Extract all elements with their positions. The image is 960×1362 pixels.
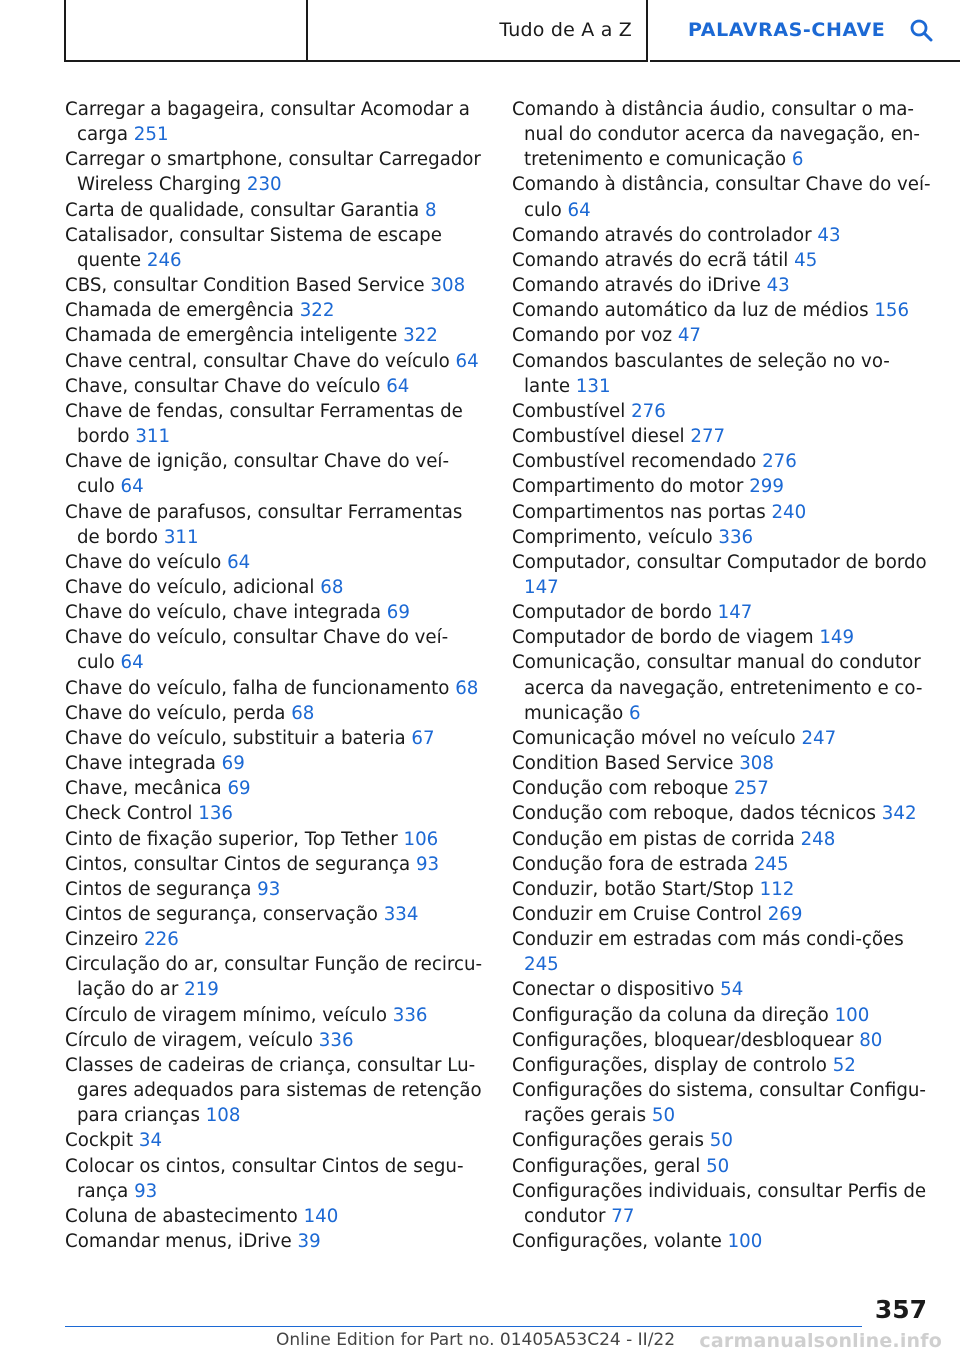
page-link[interactable]: 112: [759, 878, 795, 900]
entry-term: Comando através do iDrive: [512, 275, 761, 297]
index-entry: [512, 550, 932, 600]
entry-term: Chave do veículo, perda: [65, 702, 286, 724]
page-number: 357: [874, 1295, 927, 1324]
page-link[interactable]: 54: [720, 979, 744, 1001]
entry-term: Conduzir em Cruise Control: [512, 904, 762, 925]
entry-term: Compartimento do motor: [512, 476, 744, 498]
page-link[interactable]: 230: [246, 174, 282, 196]
index-entry: [65, 500, 485, 550]
page-link[interactable]: 336: [392, 1004, 428, 1026]
entry-term: Circulação do ar, consultar Função de recircu-lação do ar: [65, 954, 483, 1001]
index-entry: [512, 600, 932, 625]
entry-term: Condução com reboque: [512, 778, 729, 800]
index-entry: [65, 449, 485, 499]
page-link[interactable]: 336: [318, 1029, 354, 1051]
entry-term: Combustível recomendado: [512, 451, 757, 473]
page-link[interactable]: 245: [524, 954, 559, 976]
index-entry: [65, 1154, 485, 1204]
entry-term: Chave do veículo, consultar Chave do veí-culo: [65, 627, 449, 674]
page-link[interactable]: 50: [651, 1105, 676, 1127]
index-entry: [512, 1179, 932, 1229]
page-link[interactable]: 68: [320, 576, 344, 598]
entry-term: Comunicação, consultar manual do condutor acerca da navegação, entretenimento e co-municação: [512, 652, 923, 724]
index-entry: [512, 927, 932, 977]
index-entry: [512, 1128, 932, 1153]
index-entry: [512, 776, 932, 801]
page-link[interactable]: 106: [403, 828, 439, 850]
entry-term: Comando à distância, consultar Chave do veí-culo: [512, 174, 931, 221]
index-entry: [65, 1204, 485, 1229]
index-entry: [65, 877, 485, 902]
index-entry: [512, 525, 932, 550]
watermark: carmanualsonline.info: [699, 1330, 942, 1352]
index-entry: [512, 298, 932, 323]
index-entry: [65, 323, 485, 348]
page-link[interactable]: 6: [629, 702, 641, 724]
index-entry: [512, 877, 932, 902]
page-link[interactable]: 69: [386, 602, 410, 624]
index-entry: [512, 1003, 932, 1028]
page-link[interactable]: 140: [303, 1205, 339, 1227]
index-entry: [512, 650, 932, 725]
entry-term: Condução fora de estrada: [512, 853, 749, 875]
page-link[interactable]: 77: [611, 1205, 635, 1227]
index-entry: [65, 198, 485, 223]
entry-term: Chave do veículo, chave integrada: [65, 602, 381, 624]
page-link[interactable]: 248: [800, 828, 836, 850]
entry-term: Chave do veículo, adicional: [65, 576, 315, 598]
index-entry: [65, 374, 485, 399]
entry-term: Chave de fendas, consultar Ferramentas de bordo: [65, 400, 463, 448]
page-link[interactable]: 64: [455, 350, 479, 372]
page-link[interactable]: 43: [817, 224, 841, 246]
entry-term: Chave central, consultar Chave do veículo: [65, 350, 450, 372]
entry-term: Configuração da coluna da direção: [512, 1004, 829, 1026]
index-entry: [512, 273, 932, 298]
index-entry: [65, 927, 485, 952]
entry-term: Chave do veículo: [65, 551, 222, 573]
index-entry: [512, 625, 932, 650]
index-entry: [512, 1028, 932, 1053]
index-entry: [65, 776, 485, 801]
entry-term: Chave, consultar Chave do veículo: [65, 375, 381, 397]
index-entry: [65, 676, 485, 701]
entry-term: Carregar o smartphone, consultar Carregador Wireless Charging: [65, 149, 481, 196]
page-link[interactable]: 269: [767, 904, 803, 925]
index-entry: [65, 1229, 485, 1254]
page-link[interactable]: 149: [819, 627, 855, 649]
entry-term: Computador de bordo: [512, 602, 712, 624]
entry-term: Configurações, bloquear/desbloquear: [512, 1029, 854, 1051]
entry-term: Chave de parafusos, consultar Ferramentas de bordo: [65, 501, 463, 548]
entry-term: Comando por voz: [512, 325, 673, 347]
index-entry: [65, 399, 485, 449]
page-link[interactable]: 64: [120, 652, 144, 674]
page-link[interactable]: 251: [133, 124, 169, 146]
page-link[interactable]: 336: [718, 526, 754, 548]
entry-term: Condução com reboque, dados técnicos: [512, 803, 876, 825]
entry-term: Cinzeiro: [65, 929, 139, 951]
index-entry: [65, 852, 485, 877]
entry-term: Conduzir em estradas com más condi-ções: [512, 929, 904, 951]
index-entry: [512, 852, 932, 877]
index-entry: [65, 349, 485, 374]
index-entry: [512, 1053, 932, 1078]
entry-term: Combustível diesel: [512, 426, 685, 448]
index-entry: [65, 701, 485, 726]
entry-term: Classes de cadeiras de criança, consultar Lu-gares adequados para sistemas de retenção para crianças: [65, 1054, 482, 1127]
entry-term: Catalisador, consultar Sistema de escape quente: [65, 224, 442, 271]
page-link[interactable]: 39: [297, 1231, 321, 1253]
entry-term: Cinto de fixação superior, Top Tether: [65, 828, 398, 850]
page-link[interactable]: 240: [771, 501, 807, 523]
page-link[interactable]: 226: [144, 929, 179, 951]
index-entry: [512, 902, 932, 927]
index-entry: [65, 223, 485, 273]
page-link[interactable]: 50: [706, 1155, 730, 1177]
page-link[interactable]: 247: [801, 727, 837, 749]
entry-term: Computador, consultar Computador de bordo: [512, 551, 927, 573]
page-link[interactable]: 64: [386, 375, 410, 397]
entry-term: Chave do veículo, substituir a bateria: [65, 727, 406, 749]
page-link[interactable]: 68: [291, 702, 315, 724]
page-link[interactable]: 64: [567, 199, 591, 221]
page-link[interactable]: 108: [205, 1105, 241, 1127]
index-entry: [512, 500, 932, 525]
entry-term: Cintos de segurança: [65, 878, 252, 900]
page-link[interactable]: 311: [163, 526, 199, 548]
entry-term: Configurações do sistema, consultar Configu-rações gerais: [512, 1080, 926, 1127]
entry-term: Coluna de abastecimento: [65, 1205, 298, 1227]
page-link[interactable]: 308: [430, 275, 466, 297]
index-entry: [65, 1003, 485, 1028]
page-link[interactable]: 245: [753, 853, 789, 875]
page-link[interactable]: 156: [874, 300, 910, 322]
index-entry: [512, 323, 932, 348]
index-column-left: [65, 97, 485, 1254]
page-link[interactable]: 50: [709, 1130, 733, 1152]
entry-term: Compartimentos nas portas: [512, 501, 766, 523]
entry-term: Chave, mecânica: [65, 778, 222, 800]
entry-term: Círculo de viragem mínimo, veículo: [65, 1004, 387, 1026]
header-bar: [0, 0, 960, 64]
index-entry: [65, 726, 485, 751]
page-link[interactable]: 246: [146, 249, 182, 271]
entry-term: Cintos, consultar Cintos de segurança: [65, 853, 411, 875]
page-link[interactable]: 93: [257, 878, 281, 900]
page-link[interactable]: 93: [415, 853, 440, 875]
index-entry: [512, 449, 932, 474]
entry-term: Comandos basculantes de seleção no vo-lante: [512, 350, 890, 397]
index-entry: [65, 1128, 485, 1153]
entry-term: Configurações, display de controlo: [512, 1054, 827, 1076]
page-link[interactable]: 8: [424, 199, 437, 221]
index-entry: [512, 474, 932, 499]
index-entry: [512, 726, 932, 751]
entry-term: Configurações, geral: [512, 1155, 701, 1177]
entry-term: Condução em pistas de corrida: [512, 828, 795, 850]
entry-term: CBS, consultar Condition Based Service: [65, 275, 425, 297]
entry-term: Carta de qualidade, consultar Garantia: [65, 199, 420, 221]
index-entry: [512, 1078, 932, 1128]
tab-a-to-z[interactable]: [308, 0, 648, 62]
page-link[interactable]: 64: [120, 476, 144, 498]
index-entry: [65, 147, 485, 197]
entry-term: Check Control: [65, 803, 193, 825]
entry-term: Chamada de emergência: [65, 300, 294, 322]
entry-term: Combustível: [512, 400, 626, 422]
entry-term: Comando através do ecrã tátil: [512, 249, 789, 271]
index-entry: [65, 1028, 485, 1053]
page-link[interactable]: 100: [727, 1231, 763, 1253]
index-entry: [65, 952, 485, 1002]
entry-term: Condition Based Service: [512, 753, 734, 775]
index-entry: [512, 827, 932, 852]
entry-term: Chamada de emergência inteligente: [65, 325, 398, 347]
page-link[interactable]: 276: [762, 451, 797, 473]
entry-term: Cintos de segurança, conservação: [65, 904, 378, 925]
index-entry: [512, 751, 932, 776]
index-entry: [512, 399, 932, 424]
entry-term: Configurações individuais, consultar Perfis de condutor: [512, 1180, 927, 1227]
page-link[interactable]: 342: [881, 803, 917, 825]
index-entry: [65, 575, 485, 600]
entry-term: Comando através do controlador: [512, 224, 812, 246]
index-entry: [65, 298, 485, 323]
page-link[interactable]: 299: [749, 476, 784, 498]
index-entry: [65, 550, 485, 575]
index-entry: [512, 1229, 932, 1254]
entry-term: Colocar os cintos, consultar Cintos de segu-rança: [65, 1155, 464, 1202]
page-link[interactable]: 93: [134, 1180, 158, 1202]
page-link[interactable]: 257: [734, 778, 769, 800]
entry-term: Chave integrada: [65, 753, 216, 775]
page-link[interactable]: 45: [794, 249, 818, 271]
index-entry: [512, 801, 932, 826]
index-entry: [512, 172, 932, 222]
entry-term: Comando à distância áudio, consultar o ma-nual do condutor acerca da navegação, en-tretenimento e comunicação: [512, 99, 920, 171]
page-link[interactable]: 131: [575, 375, 611, 397]
entry-term: Carregar a bagageira, consultar Acomodar a carga: [65, 99, 470, 146]
index-entry: [512, 223, 932, 248]
page-link[interactable]: 147: [717, 602, 753, 624]
index-entry: [65, 751, 485, 776]
index-entry: [512, 349, 932, 399]
entry-term: Conduzir, botão Start/Stop: [512, 878, 754, 900]
page-link[interactable]: 43: [766, 275, 790, 297]
index-entry: [65, 600, 485, 625]
page-link[interactable]: 277: [690, 426, 726, 448]
page-link[interactable]: 34: [138, 1130, 163, 1152]
index-entry: [512, 424, 932, 449]
page-link[interactable]: 147: [524, 576, 559, 598]
footer-divider: [65, 1326, 862, 1327]
page-link[interactable]: 80: [859, 1029, 883, 1051]
blank-tab: [64, 0, 308, 62]
page-link[interactable]: 69: [221, 753, 245, 775]
page-link[interactable]: 67: [411, 727, 435, 749]
entry-term: Comprimento, veículo: [512, 526, 713, 548]
index-entry: [512, 1154, 932, 1179]
page-link[interactable]: 136: [198, 803, 233, 825]
index-entry: [512, 977, 932, 1002]
page-link[interactable]: 322: [299, 300, 335, 322]
entry-term: Conectar o dispositivo: [512, 979, 715, 1001]
page-link[interactable]: 276: [631, 400, 666, 422]
entry-term: Círculo de viragem, veículo: [65, 1029, 313, 1051]
page-link[interactable]: 334: [383, 904, 419, 925]
entry-term: Chave de ignição, consultar Chave do veí-culo: [65, 451, 450, 498]
entry-term: Comando automático da luz de médios: [512, 300, 869, 322]
page-link[interactable]: 64: [227, 551, 251, 573]
entry-term: Configurações, volante: [512, 1231, 722, 1253]
entry-term: Computador de bordo de viagem: [512, 627, 814, 649]
index-entry: [65, 827, 485, 852]
index-entry: [65, 97, 485, 147]
entry-term: Comunicação móvel no veículo: [512, 727, 796, 749]
page-link[interactable]: 311: [135, 426, 171, 448]
page-link[interactable]: 68: [455, 677, 479, 699]
search-icon: [909, 18, 933, 42]
page-link[interactable]: 219: [184, 979, 219, 1001]
index-column-right: [512, 97, 932, 1254]
page-link[interactable]: 6: [791, 149, 804, 171]
page-link[interactable]: 47: [677, 325, 701, 347]
index-entry: [65, 273, 485, 298]
entry-term: Configurações gerais: [512, 1130, 704, 1152]
page-link[interactable]: 322: [403, 325, 438, 347]
entry-term: Cockpit: [65, 1130, 134, 1152]
index-entry: [65, 801, 485, 826]
page-link[interactable]: 308: [739, 753, 774, 775]
index-entry: [65, 625, 485, 675]
tab-a-to-z-label: Tudo de A a Z: [499, 19, 632, 41]
tab-keywords-label: PALAVRAS-CHAVE: [688, 19, 886, 41]
index-entry: [512, 248, 932, 273]
page-link[interactable]: 69: [227, 778, 251, 800]
page-link[interactable]: 100: [834, 1004, 870, 1026]
tab-keywords[interactable]: [650, 0, 960, 62]
index-entry: [65, 902, 485, 927]
edition-label: Online Edition for Part no. 01405A53C24 - II/22: [276, 1330, 676, 1350]
index-entry: [65, 1053, 485, 1128]
index-entry: [512, 97, 932, 172]
page-link[interactable]: 52: [832, 1054, 856, 1076]
entry-term: Chave do veículo, falha de funcionamento: [65, 677, 450, 699]
entry-term: Comandar menus, iDrive: [65, 1231, 292, 1253]
